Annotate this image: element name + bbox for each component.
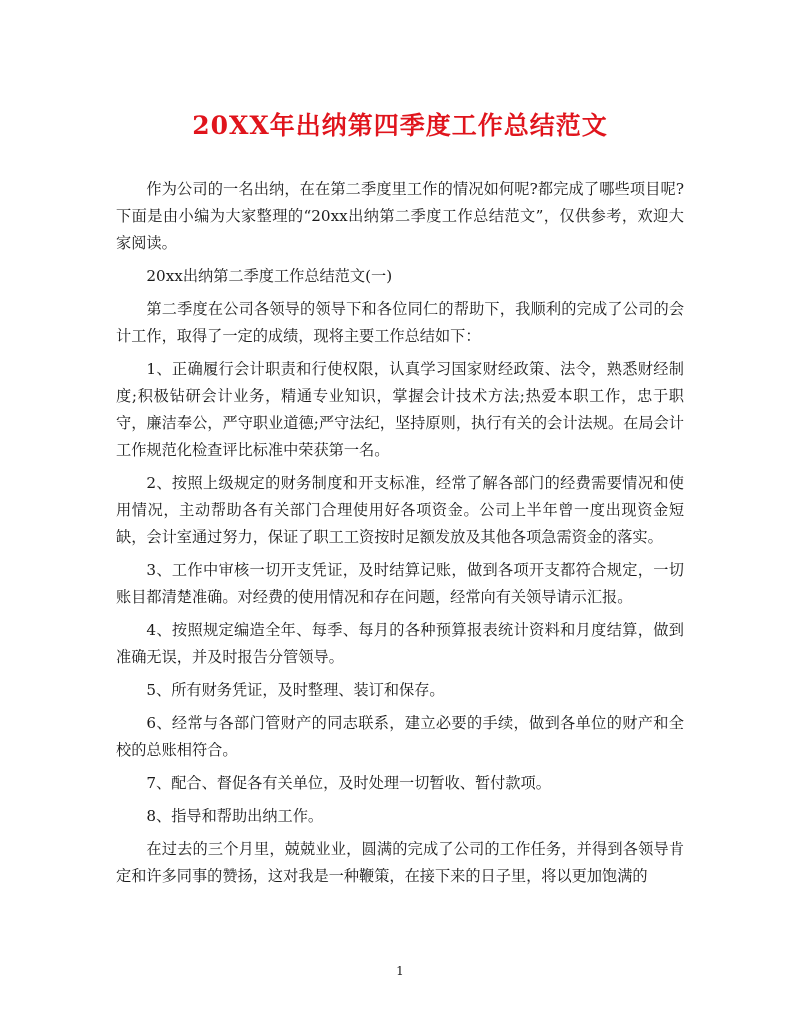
- paragraph-item-7: 7、配合、督促各有关单位，及时处理一切暂收、暂付款项。: [146, 774, 551, 792]
- paragraph-item-1: 1、正确履行会计职责和行使权限，认真学习国家财经政策、法令，熟悉财经制度;积极钻研会计业务，精通专业知识，掌握会计技术方法;热爱本职工作，忠于职守，廉洁奉公，严守职业道德;严守法纪，坚持原则，执行有关的会计法规。在局会计工作规范化检查评比标准中荣获第一名。: [116, 360, 684, 459]
- document-title: 20XX年出纳第四季度工作总结范文: [192, 111, 608, 140]
- paragraph-intro: 作为公司的一名出纳，在在第二季度里工作的情况如何呢?都完成了哪些项目呢?下面是由小编为大家整理的“20xx出纳第二季度工作总结范文”，仅供参考，欢迎大家阅读。: [116, 180, 684, 252]
- paragraph-item-5: 5、所有财务凭证，及时整理、装订和保存。: [146, 681, 445, 699]
- page-number: 1: [396, 964, 404, 978]
- paragraph-overview: 第二季度在公司各领导的领导下和各位同仁的帮助下，我顺利的完成了公司的会计工作，取得了一定的成绩，现将主要工作总结如下：: [116, 300, 684, 345]
- paragraph-item-3: 3、工作中审核一切开支凭证，及时结算记账，做到各项开支都符合规定，一切账目都清楚准确。对经费的使用情况和存在问题，经常向有关领导请示汇报。: [116, 561, 684, 606]
- paragraph-item-8: 8、指导和帮助出纳工作。: [146, 807, 324, 825]
- document-body: [116, 176, 684, 896]
- paragraph-section-heading: 20xx出纳第二季度工作总结范文(一): [146, 267, 393, 285]
- paragraph-closing: 在过去的三个月里，兢兢业业，圆满的完成了公司的工作任务，并得到各领导肯定和许多同事的赞扬，这对我是一种鞭策，在接下来的日子里，将以更加饱满的: [116, 840, 684, 885]
- paragraph-item-2: 2、按照上级规定的财务制度和开支标准，经常了解各部门的经费需要情况和使用情况，主动帮助各有关部门合理使用好各项资金。公司上半年曾一度出现资金短缺，会计室通过努力，保证了职工工资按时足额发放及其他各项急需资金的落实。: [116, 474, 684, 546]
- paragraph-item-6: 6、经常与各部门管财产的同志联系，建立必要的手续，做到各单位的财产和全校的总账相符合。: [116, 714, 684, 759]
- paragraph-item-4: 4、按照规定编造全年、每季、每月的各种预算报表统计资料和月度结算，做到准确无误，并及时报告分管领导。: [116, 621, 684, 666]
